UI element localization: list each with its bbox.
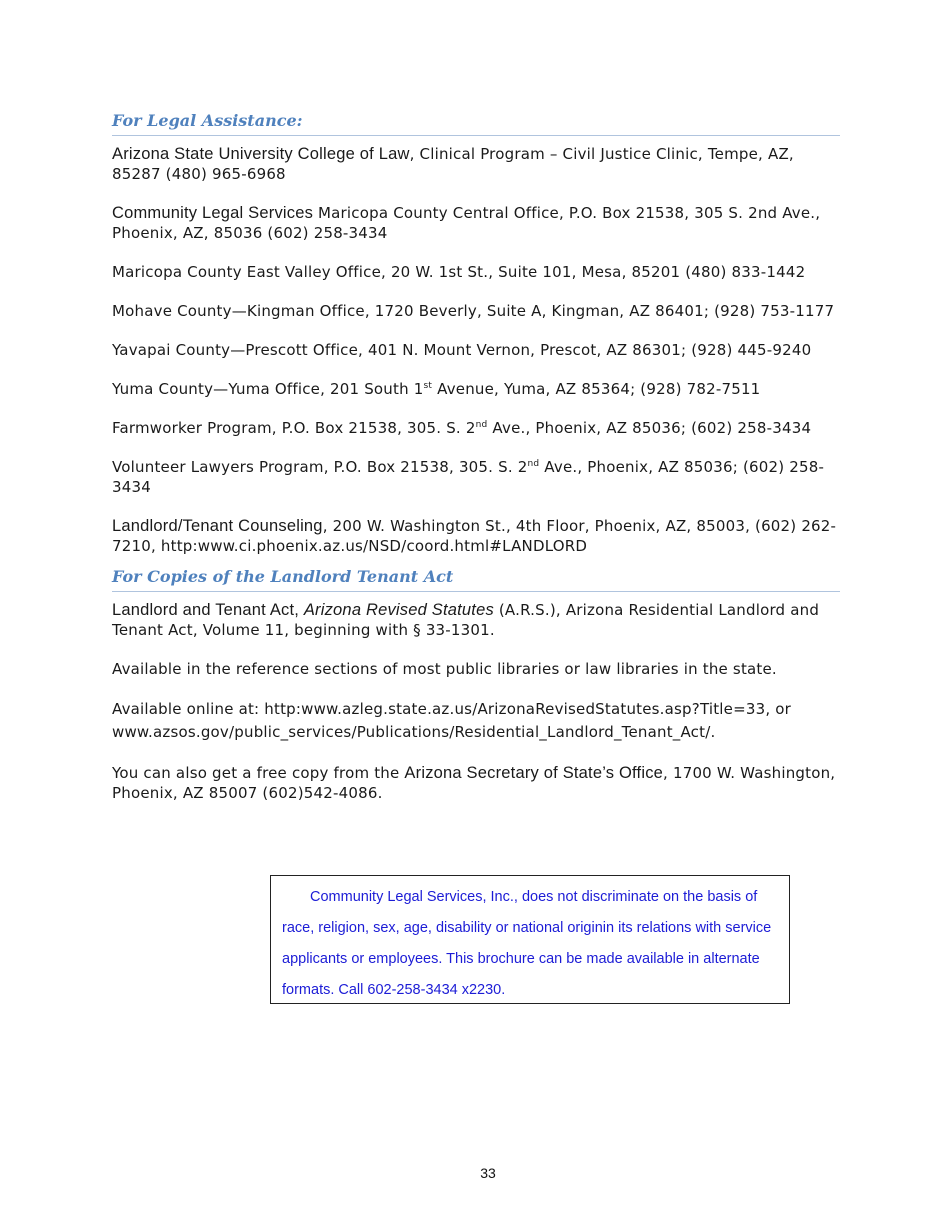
copies-heading: For Copies of the Landlord Tenant Act [112,566,840,592]
libraries-entry: Available in the reference sections of most public libraries or law libraries in the state. [112,660,777,678]
free-copy-entry [112,763,840,803]
cls-entry [112,203,840,243]
yuma-ordinal: st [423,381,433,391]
yuma-text: Yuma County—Yuma Office, 201 South 1 [112,380,424,398]
farmworker-text: Farmworker Program, P.O. Box 21538, 305. S. 2 [112,419,476,437]
secretary-of-state-name: Arizona Secretary of State’s Office [404,764,664,782]
farmworker-entry [112,418,840,438]
farmworker-text-rest: Ave., Phoenix, AZ 85036; (602) 258-3434 [487,419,812,437]
east-valley-entry: Maricopa County East Valley Office, 20 W. 1st St., Suite 101, Mesa, 85201 (480) 833-1442 [112,263,806,281]
yavapai-entry: Yavapai County—Prescott Office, 401 N. Mount Vernon, Prescot, AZ 86301; (928) 445-9240 [112,341,812,359]
cls-details: Maricopa County Central Office, P.O. Box 21538, 305 S. 2nd Ave., Phoenix, AZ, 85036 (602) 258-3434 [112,204,821,242]
legal-assistance-heading: For Legal Assistance: [112,110,840,136]
counseling-details: , 200 W. Washington St., 4th Floor, Phoenix, AZ, 85003, (602) 262-7210, http:www.ci.phoenix.az.us/NSD/coord.html#LANDLORD [112,517,837,555]
yuma-entry [112,379,840,399]
free-copy-details: , 1700 W. Washington, Phoenix, AZ 85007 (602)542-4086. [112,764,836,802]
nondiscrimination-notice: Community Legal Services, Inc., does not discriminate on the basis of race, religion, sex, age, disability or national originin its relations with service applicants or employees. This brochure can be made available in alternate formats. Call 602-258-3434 x2230. [270,875,790,1004]
volunteer-text-rest: Ave., Phoenix, AZ 85036; (602) 258-3434 [112,458,825,496]
asu-name: Arizona State University College of Law [112,145,410,163]
asu-details: , Clinical Program – Civil Justice Clinic, Tempe, AZ, 85287 (480) 965-6968 [112,145,794,183]
mohave-entry: Mohave County—Kingman Office, 1720 Beverly, Suite A, Kingman, AZ 86401; (928) 753-1177 [112,302,835,320]
act-details: (A.R.S.), Arizona Residential Landlord and Tenant Act, Volume 11, beginning with § 33-1301. [112,601,820,639]
free-copy-text: You can also get a free copy from the [112,764,405,782]
counseling-entry [112,516,840,556]
act-entry [112,600,840,640]
volunteer-entry [112,457,840,497]
counseling-name: Landlord/Tenant Counseling [112,517,323,535]
yuma-text-rest: Avenue, Yuma, AZ 85364; (928) 782-7511 [432,380,761,398]
volunteer-ordinal: nd [527,459,540,469]
volunteer-text: Volunteer Lawyers Program, P.O. Box 21538, 305. S. 2 [112,458,528,476]
act-statutes: Arizona Revised Statutes [303,601,494,619]
page-number: 33 [480,1165,496,1181]
farmworker-ordinal: nd [475,420,488,430]
cls-name: Community Legal Services [112,204,314,222]
online-entry: Available online at: http:www.azleg.state.az.us/ArizonaRevisedStatutes.asp?Title=33, or www.azsos.gov/public_services/Publications/Residential_Landlord_Tenant_Act/. [112,700,792,741]
act-name: Landlord and Tenant Act, [112,601,304,619]
asu-entry [112,144,840,184]
document-body [112,110,840,822]
